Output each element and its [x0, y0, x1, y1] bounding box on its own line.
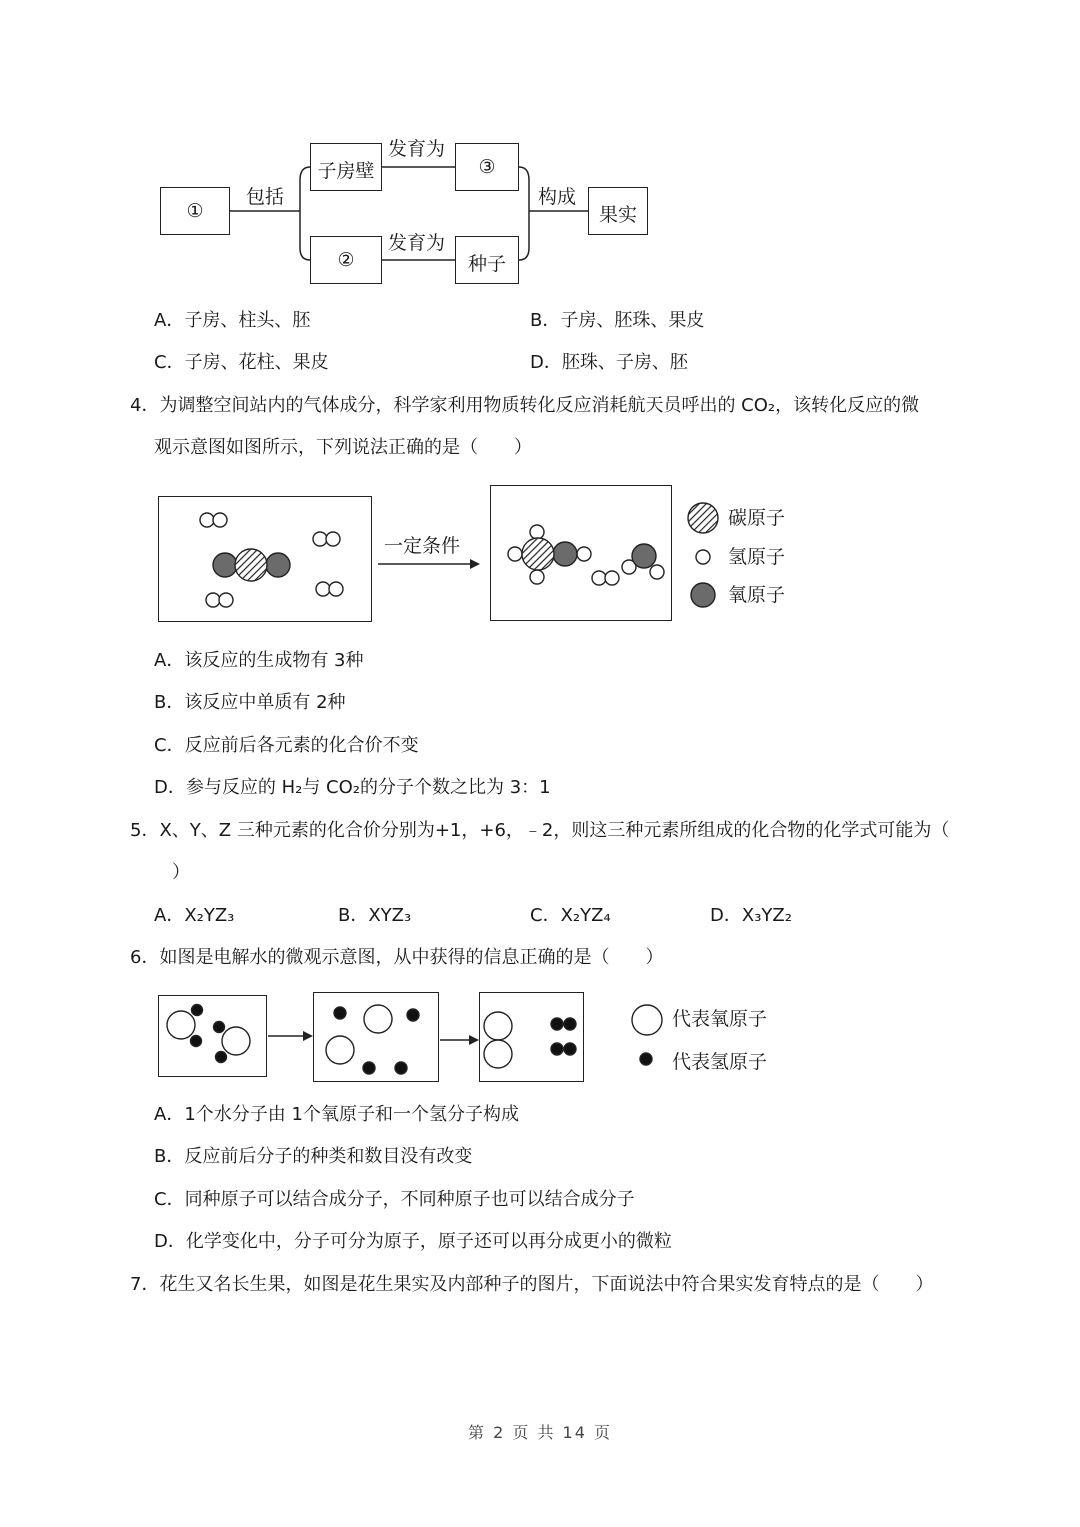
label-develop-bottom: 发育为: [388, 232, 446, 254]
q5-stem-line1: 5．X、Y、Z 三种元素的化合价分别为+1，+6，﹣2，则这三种元素所组成的化合物的化学式可能为（: [130, 820, 950, 841]
box-1: ①: [160, 187, 230, 235]
label-develop-top: 发育为: [388, 138, 446, 160]
q6-option-b: B．反应前后分子的种类和数目没有改变: [154, 1146, 473, 1167]
box-seed: 种子: [455, 236, 519, 284]
q5-option-d: D．X₃YZ₂: [710, 905, 792, 926]
label-include: 包括: [246, 186, 285, 208]
legend-hydrogen-label: 氢原子: [728, 546, 786, 568]
condition-label: 一定条件: [384, 535, 461, 557]
q4-stem-line1: 4．为调整空间站内的气体成分，科学家利用物质转化反应消耗航天员呼出的 CO₂，该转化反应的微: [130, 395, 920, 416]
label-form: 构成: [538, 186, 577, 208]
q3-option-c: C．子房、花柱、果皮: [154, 352, 329, 373]
q6-option-d: D．化学变化中，分子可分为原子，原子还可以再分成更小的微粒: [154, 1231, 672, 1252]
q5-stem-line2: ）: [172, 862, 190, 883]
legend-oxygen-atom-label: 代表氧原子: [672, 1008, 768, 1030]
box-ovary-wall: 子房壁: [310, 143, 382, 191]
box-fruit: 果实: [588, 187, 648, 235]
q4-option-c: C．反应前后各元素的化合价不变: [154, 735, 419, 756]
q4-option-d: D．参与反应的 H₂与 CO₂的分子个数之比为 3：1: [154, 777, 551, 798]
legend-oxygen-label: 氧原子: [728, 584, 786, 606]
q3-option-a: A．子房、柱头、胚: [154, 310, 311, 331]
q6-option-c: C．同种原子可以结合成分子，不同种原子也可以结合成分子: [154, 1189, 635, 1210]
q5-option-c: C．X₂YZ₄: [530, 905, 611, 926]
box-2: ②: [310, 236, 382, 284]
q4-option-a: A．该反应的生成物有 3种: [154, 650, 364, 671]
q7-stem-line1: 7．花生又名长生果，如图是花生果实及内部种子的图片，下面说法中符合果实发育特点的是（ ）: [130, 1274, 934, 1295]
q5-option-b: B．XYZ₃: [338, 905, 412, 926]
q6-option-a: A．1个水分子由 1个氧原子和一个氢分子构成: [154, 1104, 519, 1125]
legend-hydrogen-atom-label: 代表氢原子: [672, 1051, 768, 1073]
q6-stem-line1: 6．如图是电解水的微观示意图，从中获得的信息正确的是（ ）: [130, 947, 664, 968]
q4-option-b: B．该反应中单质有 2种: [154, 692, 346, 713]
q5-option-a: A．X₂YZ₃: [154, 905, 235, 926]
page-footer: 第 2 页 共 14 页: [468, 1423, 612, 1442]
q3-option-d: D．胚珠、子房、胚: [530, 352, 688, 373]
q3-option-b: B．子房、胚珠、果皮: [530, 310, 705, 331]
q4-stem-line2: 观示意图如图所示，下列说法正确的是（ ）: [154, 437, 532, 458]
legend-carbon-label: 碳原子: [728, 507, 786, 529]
box-3: ③: [455, 143, 519, 191]
